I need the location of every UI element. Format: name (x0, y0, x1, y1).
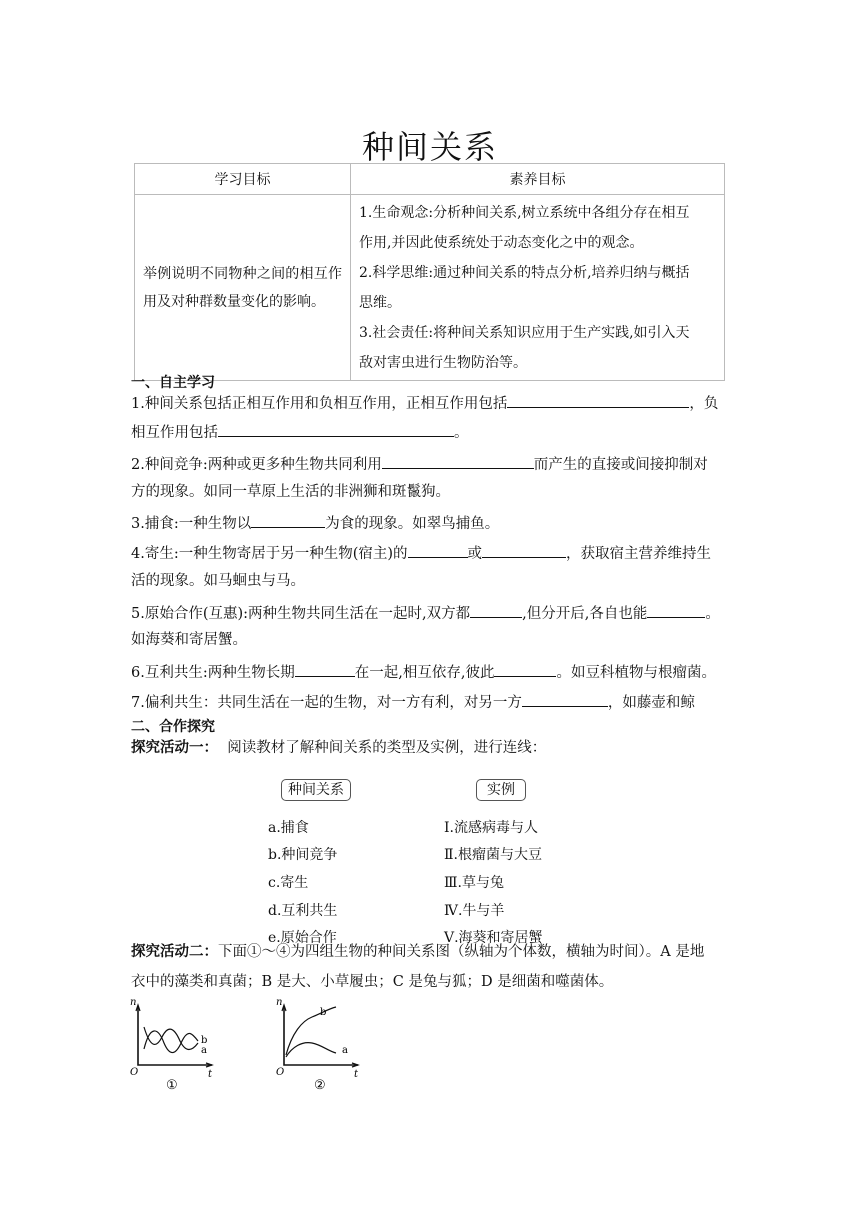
literacy-line: 敌对害虫进行生物防治等。 (359, 355, 527, 371)
goals-table (134, 163, 725, 381)
question-3: 3.捕食:一种生物以 为食的现象。如翠鸟捕鱼。 (131, 511, 731, 534)
section-heading-cooperative: 二、合作探究 (131, 719, 215, 735)
fill-blank[interactable] (522, 690, 608, 707)
fill-blank[interactable] (218, 420, 454, 437)
example-item[interactable]: Ⅱ.根瘤菌与大豆 (444, 847, 542, 863)
relation-type-box: 种间关系 (281, 779, 351, 801)
relation-item[interactable]: b.种间竞争 (268, 847, 338, 863)
graph-2-y-label: n (276, 997, 283, 1008)
question-2-line2: 方的现象。如同一草原上生活的非洲狮和斑鬣狗。 (131, 484, 450, 500)
example-item[interactable]: Ⅳ.牛与羊 (444, 903, 505, 919)
relation-item[interactable]: e.原始合作 (268, 930, 337, 946)
activity-2-instructions-line1: 探究活动二：下面①～④为四组生物的种间关系图（纵轴为个体数，横轴为时间）。A 是地 (131, 944, 705, 960)
fill-blank[interactable] (482, 541, 566, 558)
graph-2-label-b: b (320, 1007, 327, 1018)
relation-item[interactable]: d.互利共生 (268, 903, 338, 919)
activity-1-label: 探究活动一： (131, 740, 218, 756)
fill-blank[interactable] (295, 660, 355, 677)
fill-blank[interactable] (470, 601, 522, 618)
fill-blank[interactable] (408, 541, 468, 558)
question-7: 7.偏利共生：共同生活在一起的生物，对一方有利，对另一方 ，如藤壶和鲸 (131, 690, 731, 713)
graph-2-label-a: a (342, 1045, 348, 1056)
fill-blank[interactable] (507, 391, 689, 408)
question-1-line2: 相互作用包括 。 (131, 420, 731, 443)
graph-2-curve-a (286, 1043, 336, 1057)
literacy-line: 思维。 (359, 295, 401, 311)
graph-1-origin: O (130, 1067, 139, 1078)
graph-1-caption: ① (166, 1078, 178, 1092)
fill-blank[interactable] (494, 660, 556, 677)
question-5-line1: 5.原始合作(互惠):两种生物共同生活在一起时,双方都 ,但分开后,各自也能 。 (131, 601, 731, 624)
literacy-line: 2.科学思维:通过种间关系的特点分析,培养归纳与概括 (359, 265, 690, 281)
activity-2-label: 探究活动二： (131, 944, 218, 960)
fill-blank[interactable] (251, 511, 325, 528)
literacy-line: 1.生命观念:分析种间关系,树立系统中各组分存在相互 (359, 205, 690, 221)
graph-2-caption: ② (314, 1078, 326, 1092)
activity-1-instructions: 探究活动一： 阅读教材了解种间关系的类型及实例，进行连线： (131, 740, 547, 756)
question-1-line1: 1.种间关系包括正相互作用和负相互作用，正相互作用包括 ，负 (131, 391, 731, 414)
page-title: 种间关系 (361, 128, 498, 166)
question-4-line2: 活的现象。如马蛔虫与马。 (131, 573, 305, 589)
graph-1 (126, 997, 226, 1092)
graph-1-y-label: n (130, 997, 137, 1008)
graph-2-origin: O (276, 1067, 285, 1078)
graph-1-curve-b (144, 1027, 198, 1050)
relation-item[interactable]: c.寄生 (268, 875, 309, 891)
question-4-line1: 4.寄生:一种生物寄居于另一种生物(宿主)的 或 ，获取宿主营养维持生 (131, 541, 731, 564)
question-2-line1: 2.种间竞争:两种或更多种生物共同利用 而产生的直接或间接抑制对 (131, 452, 731, 475)
example-item[interactable]: Ⅰ.流感病毒与人 (444, 820, 538, 836)
example-item[interactable]: Ⅴ.海葵和寄居蟹 (444, 930, 543, 946)
relation-item[interactable]: a.捕食 (268, 820, 309, 836)
graph-1-label-b: b (201, 1035, 208, 1046)
section-heading-self-study: 一、自主学习 (131, 375, 215, 391)
fill-blank[interactable] (647, 601, 705, 618)
graph-2 (272, 997, 372, 1092)
header-literacy-goals: 素养目标 (351, 164, 725, 195)
example-box: 实例 (476, 779, 526, 801)
literacy-goals-list (351, 195, 725, 381)
graph-1-label-a: a (201, 1045, 207, 1056)
activity-2-instructions-line2: 衣中的藻类和真菌；B 是大、小草履虫；C 是兔与狐；D 是细菌和噬菌体。 (131, 974, 614, 990)
learning-goal-text: 举例说明不同物种之间的相互作用及对种群数量变化的影响。 (135, 195, 351, 381)
example-item[interactable]: Ⅲ.草与兔 (444, 875, 504, 891)
question-5-line2: 如海葵和寄居蟹。 (131, 632, 247, 648)
literacy-line: 3.社会责任:将种间关系知识应用于生产实践,如引入天 (359, 325, 690, 341)
question-6: 6.互利共生:两种生物长期 在一起,相互依存,彼此 。如豆科植物与根瘤菌。 (131, 660, 731, 683)
fill-blank[interactable] (382, 452, 534, 469)
graph-2-x-label: t (354, 1069, 359, 1080)
literacy-line: 作用,并因此使系统处于动态变化之中的观念。 (359, 235, 644, 251)
header-learning-goals: 学习目标 (135, 164, 351, 195)
graph-1-x-label: t (208, 1069, 213, 1080)
